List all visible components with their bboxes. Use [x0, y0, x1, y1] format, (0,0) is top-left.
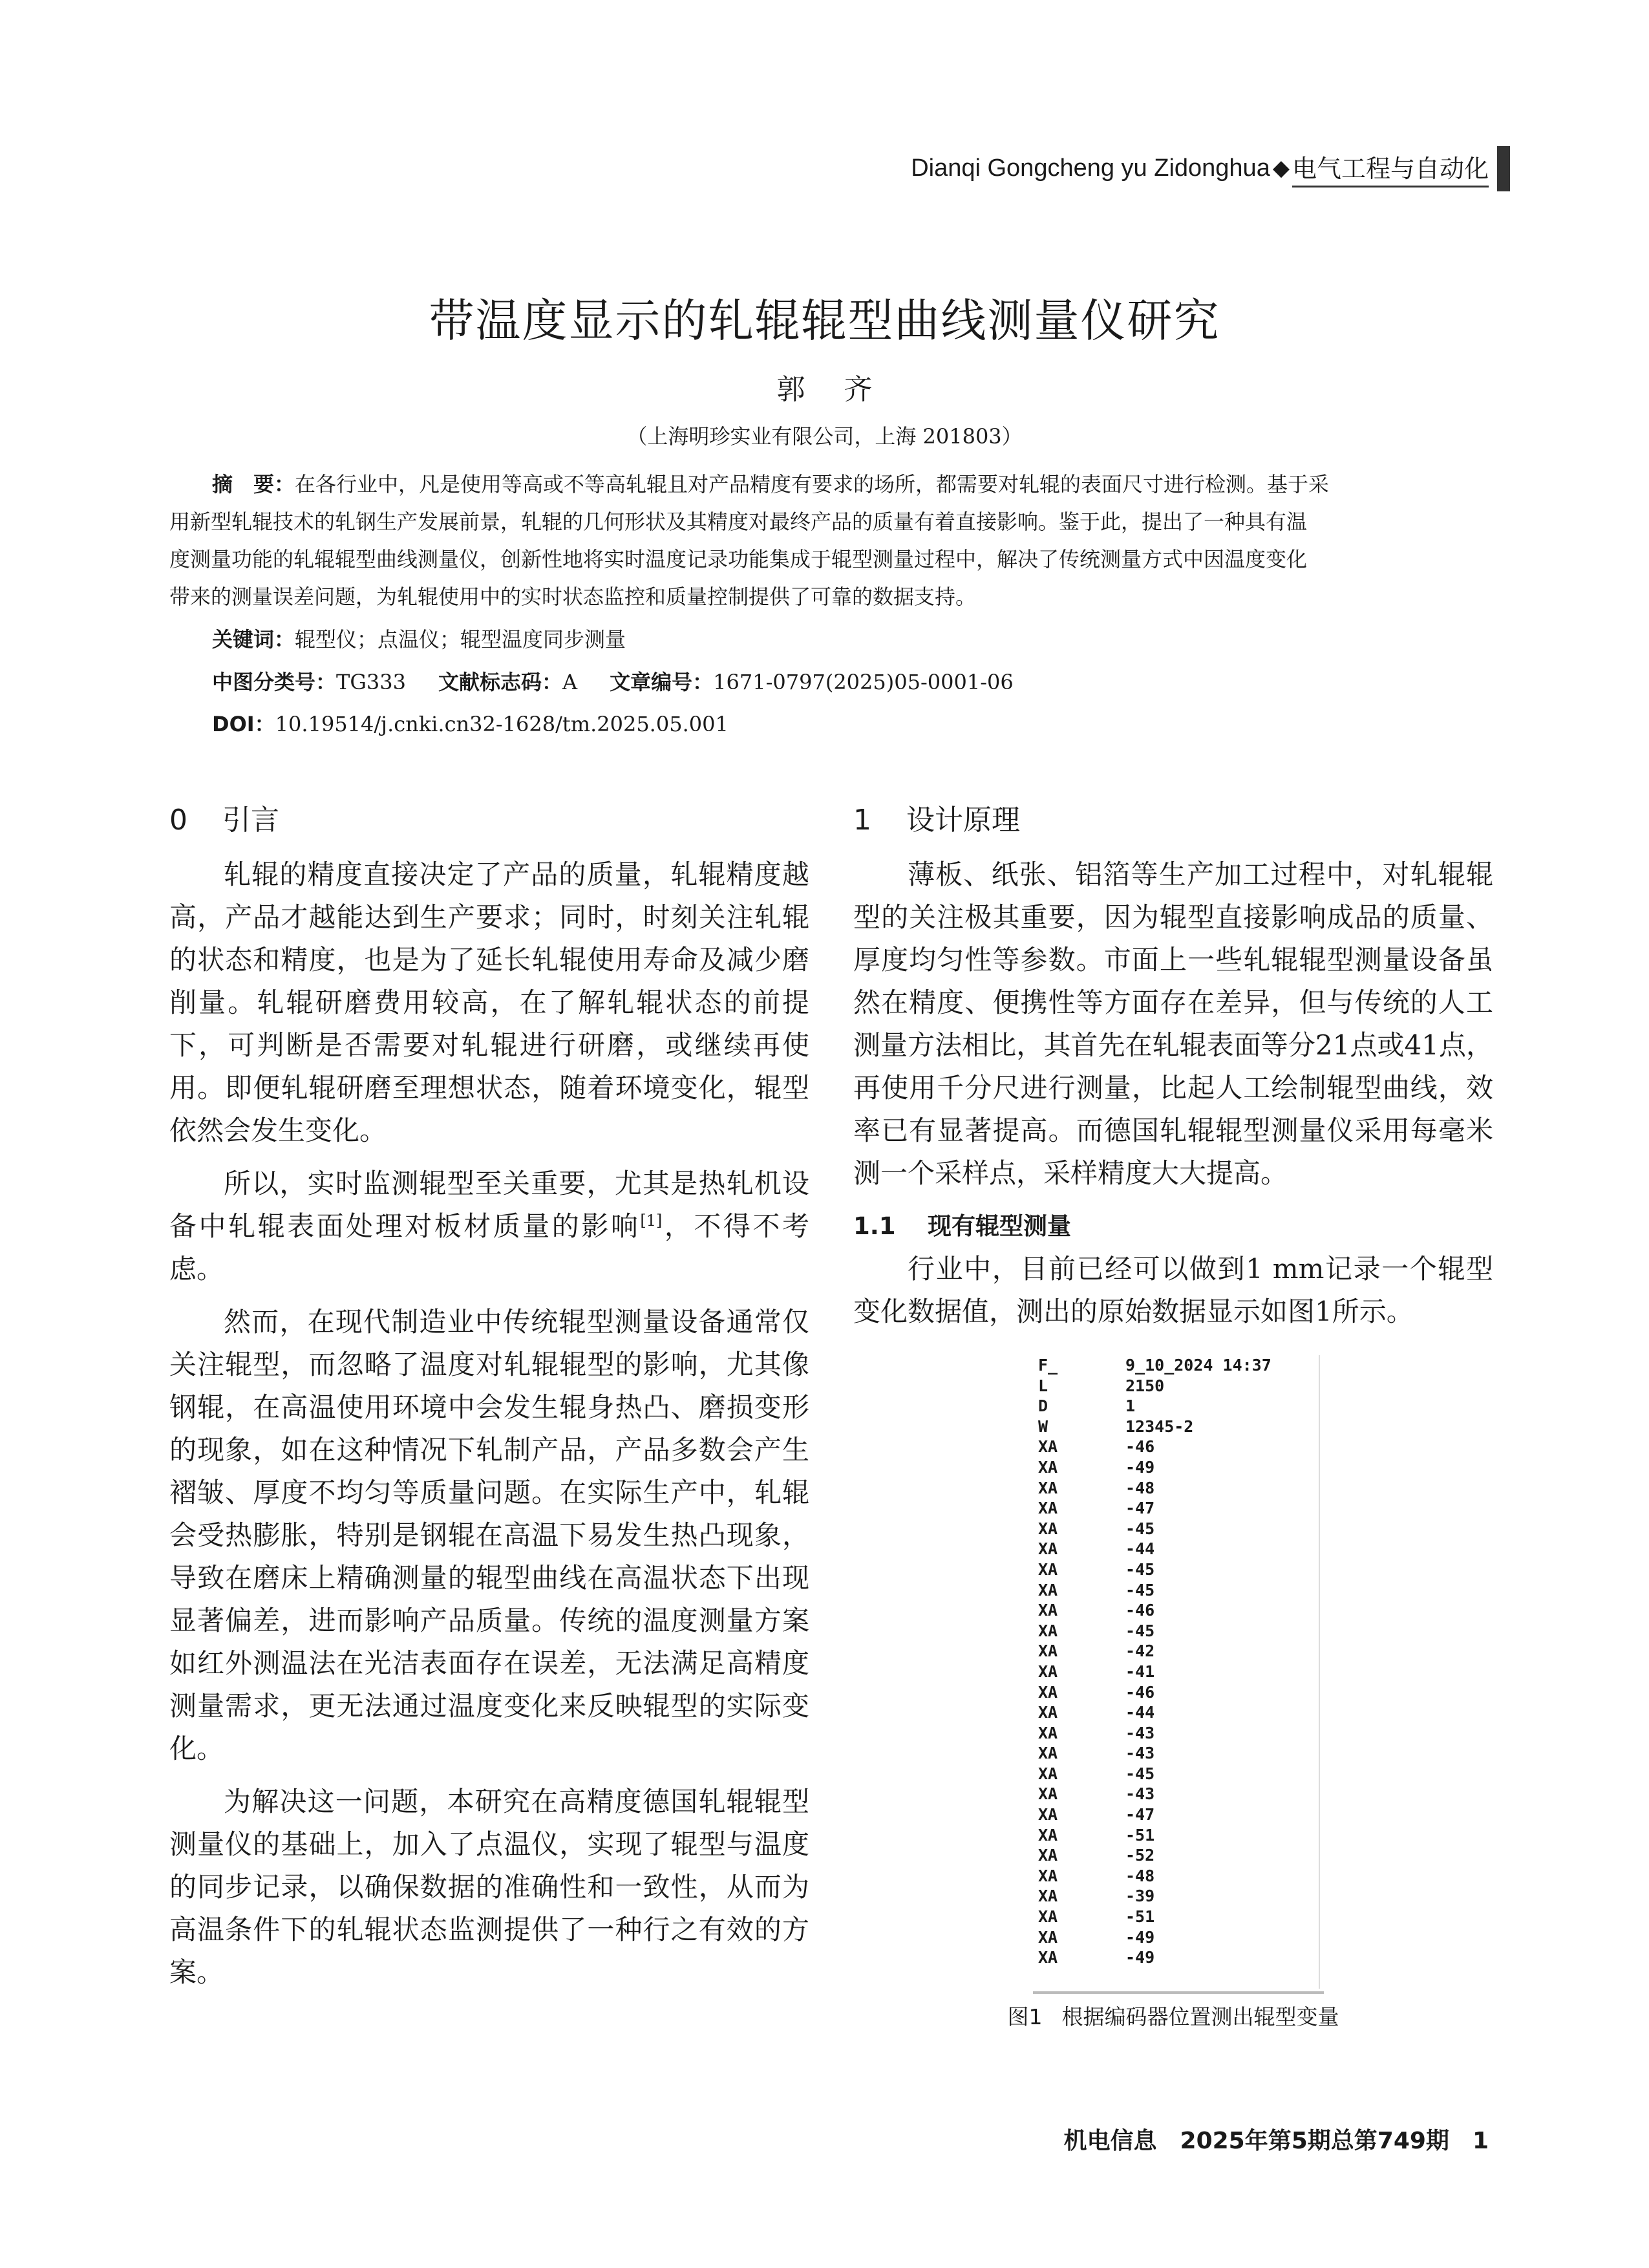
- section-heading-intro: [169, 799, 809, 853]
- raw-data-value: -51: [1125, 1907, 1155, 1927]
- subsection-title: 现有辊型测量: [928, 1212, 1071, 1240]
- raw-data-key: XA: [1038, 1559, 1058, 1579]
- raw-data-table: [1034, 1355, 1271, 1968]
- raw-data-value: -41: [1125, 1662, 1155, 1681]
- figure-raw-data: [1034, 1355, 1320, 1989]
- raw-data-key: W: [1038, 1417, 1048, 1436]
- raw-data-key: F_: [1038, 1356, 1058, 1375]
- raw-data-row: [1034, 1559, 1271, 1580]
- raw-data-row: [1034, 1478, 1271, 1499]
- doi-value: 10.19514/j.cnki.cn32-1628/tm.2025.05.001: [275, 712, 729, 736]
- raw-data-key: XA: [1038, 1519, 1058, 1538]
- raw-data-key: XA: [1038, 1948, 1058, 1967]
- raw-data-value: 1: [1125, 1396, 1136, 1416]
- raw-data-row: [1034, 1907, 1271, 1927]
- section-heading-design: [853, 799, 1493, 853]
- raw-data-key: XA: [1038, 1805, 1058, 1824]
- raw-data-row: [1034, 1702, 1271, 1723]
- raw-data-value: -52: [1125, 1846, 1155, 1865]
- section-number: 1: [853, 804, 871, 837]
- raw-data-value: -46: [1125, 1682, 1155, 1702]
- raw-data-value: -44: [1125, 1703, 1155, 1722]
- footer-journal: 机电信息: [1063, 2128, 1157, 2154]
- raw-data-value: -43: [1125, 1723, 1155, 1742]
- raw-data-row: [1034, 1662, 1271, 1682]
- raw-data-row: [1034, 1947, 1271, 1968]
- raw-data-value: -45: [1125, 1580, 1155, 1599]
- raw-data-key: XA: [1038, 1846, 1058, 1865]
- running-header: [911, 145, 1489, 191]
- raw-data-row: [1034, 1641, 1271, 1662]
- raw-data-value: -47: [1125, 1805, 1155, 1824]
- figure-caption-text: 根据编码器位置测出辊型变量: [1061, 2004, 1339, 2029]
- raw-data-value: -42: [1125, 1642, 1155, 1661]
- paragraph: 轧辊的精度直接决定了产品的质量，轧辊精度越高，产品才越能达到生产要求；同时，时刻关注轧辊的状态和精度，也是为了延长轧辊使用寿命及减少磨削量。轧辊研磨费用较高，在了解轧辊状态的前提下，可判断是否需要对轧辊进行研磨，或继续再使用。即便轧辊研磨至理想状态，随着环境变化，辊型依然会发生变化。: [169, 859, 809, 1146]
- raw-data-value: -46: [1125, 1601, 1155, 1620]
- page-footer: [1041, 2123, 1489, 2156]
- raw-data-key: XA: [1038, 1723, 1058, 1742]
- raw-data-value: 2150: [1125, 1376, 1165, 1395]
- raw-data-key: XA: [1038, 1744, 1058, 1763]
- paragraph-text: 所以，实时监测辊型至关重要，尤其是热轧机设备中轧辊表面处理对板材质量的影响: [169, 1168, 809, 1242]
- abstract-line: [169, 465, 1475, 503]
- raw-data-row: [1034, 1396, 1271, 1417]
- figure-bottom-border: [1033, 1991, 1324, 1994]
- journal-name-english: Dianqi Gongcheng yu Zidonghua: [911, 154, 1270, 182]
- raw-data-value: 12345-2: [1125, 1417, 1194, 1436]
- raw-data-value: -47: [1125, 1499, 1155, 1518]
- raw-data-value: -43: [1125, 1744, 1155, 1763]
- paragraph: 然而，在现代制造业中传统辊型测量设备通常仅关注辊型，而忽略了温度对轧辊辊型的影响，尤其像钢辊，在高温使用环境中会发生辊身热凸、磨损变形的现象，如在这种情况下轧制产品，产品多数会产生褶皱、厚度不均匀等质量问题。在实际生产中，轧辊会受热膨胀，特别是钢辊在高温下易发生热凸现象，导致在磨床上精确测量的辊型曲线在高温状态下出现显著偏差，进而影响产品质量。传统的温度测量方案如红外测温法在光洁表面存在误差，无法满足高精度测量需求，更无法通过温度变化来反映辊型的实际变化。: [169, 1306, 809, 1764]
- raw-data-key: XA: [1038, 1499, 1058, 1518]
- raw-data-key: XA: [1038, 1580, 1058, 1599]
- raw-data-key: XA: [1038, 1682, 1058, 1702]
- raw-data-row: [1034, 1498, 1271, 1519]
- clc-value: TG333: [336, 670, 406, 694]
- paragraph: [169, 1162, 809, 1290]
- raw-data-value: -44: [1125, 1539, 1155, 1559]
- raw-data-row: [1034, 1764, 1271, 1784]
- raw-data-value: -49: [1125, 1927, 1155, 1947]
- raw-data-value: -39: [1125, 1887, 1155, 1906]
- article-no-value: 1671-0797(2025)05-0001-06: [713, 670, 1014, 694]
- abstract-text: 在各行业中，凡是使用等高或不等高轧辊且对产品精度有要求的场所，都需要对轧辊的表面尺寸进行检测。基于采: [295, 472, 1330, 497]
- abstract: [169, 465, 1475, 615]
- raw-data-value: -51: [1125, 1825, 1155, 1845]
- raw-data-value: -45: [1125, 1559, 1155, 1579]
- raw-data-key: XA: [1038, 1927, 1058, 1947]
- journal-name-chinese: 电气工程与自动化: [1292, 149, 1489, 187]
- raw-data-value: -45: [1125, 1621, 1155, 1640]
- raw-data-row: [1034, 1437, 1271, 1457]
- raw-data-row: [1034, 1825, 1271, 1846]
- header-bar-decoration: [1497, 146, 1510, 191]
- raw-data-row: [1034, 1743, 1271, 1764]
- diamond-separator-icon: ◆: [1272, 155, 1290, 181]
- paragraph-text: ，不得不考虑。: [169, 1210, 809, 1285]
- abstract-label: 摘 要：: [212, 472, 295, 497]
- raw-data-row: [1034, 1600, 1271, 1621]
- subsection-number: 1.1: [853, 1212, 896, 1240]
- raw-data-key: XA: [1038, 1457, 1058, 1477]
- raw-data-value: -48: [1125, 1478, 1155, 1497]
- raw-data-key: XA: [1038, 1642, 1058, 1661]
- figure-number: 图1: [1007, 2004, 1043, 2029]
- raw-data-row: [1034, 1927, 1271, 1948]
- raw-data-key: XA: [1038, 1866, 1058, 1885]
- raw-data-key: XA: [1038, 1887, 1058, 1906]
- raw-data-row: [1034, 1886, 1271, 1907]
- section-title: 引言: [222, 804, 279, 837]
- raw-data-row: [1034, 1784, 1271, 1804]
- raw-data-value: -49: [1125, 1948, 1155, 1967]
- paragraph: 行业中，目前已经可以做到1 mm记录一个辊型变化数据值，测出的原始数据显示如图1所示。: [853, 1253, 1493, 1327]
- section-title: 设计原理: [906, 804, 1020, 837]
- abstract-line: 用新型轧辊技术的轧钢生产发展前景，轧辊的几何形状及其精度对最终产品的质量有着直接影响。鉴于此，提出了一种具有温: [169, 509, 1308, 534]
- doc-code-value: A: [562, 670, 578, 694]
- raw-data-row: [1034, 1355, 1271, 1376]
- footer-issue: 2025年第5期总第749期: [1180, 2128, 1449, 2154]
- classification-line: [212, 666, 1014, 696]
- raw-data-key: D: [1038, 1396, 1048, 1416]
- raw-data-key: XA: [1038, 1621, 1058, 1640]
- raw-data-key: XA: [1038, 1784, 1058, 1804]
- article-no-label: 文章编号：: [610, 670, 714, 694]
- paragraph: 薄板、纸张、铝箔等生产加工过程中，对轧辊辊型的关注极其重要，因为辊型直接影响成品的质量、厚度均匀性等参数。市面上一些轧辊辊型测量设备虽然在精度、便携性等方面存在差异，但与传统的人工测量方法相比，其首先在轧辊表面等分21点或41点，再使用千分尺进行测量，比起人工绘制辊型曲线，效率已有显著提高。而德国轧辊辊型测量仪采用每毫米测一个采样点，采样精度大大提高。: [853, 859, 1493, 1189]
- raw-data-key: XA: [1038, 1478, 1058, 1497]
- figure-caption: [853, 2000, 1493, 2031]
- author-affiliation: （上海明珍实业有限公司，上海 201803）: [626, 424, 1023, 449]
- raw-data-row: [1034, 1539, 1271, 1559]
- section-number: 0: [169, 804, 187, 837]
- raw-data-row: [1034, 1804, 1271, 1825]
- raw-data-row: [1034, 1845, 1271, 1866]
- raw-data-key: XA: [1038, 1539, 1058, 1559]
- author-name: 郭齐: [776, 373, 911, 406]
- abstract-line: 度测量功能的轧辊辊型曲线测量仪，创新性地将实时温度记录功能集成于辊型测量过程中，解决了传统测量方式中因温度变化: [169, 547, 1308, 572]
- keywords-label: 关键词：: [212, 627, 295, 652]
- right-column: [853, 799, 1493, 1343]
- raw-data-value: -48: [1125, 1866, 1155, 1885]
- subsection-heading: [853, 1205, 1493, 1248]
- raw-data-row: [1034, 1457, 1271, 1478]
- raw-data-row: [1034, 1519, 1271, 1539]
- citation-ref[interactable]: [1]: [640, 1212, 663, 1230]
- raw-data-key: XA: [1038, 1437, 1058, 1457]
- page-number: 1: [1472, 2128, 1489, 2154]
- raw-data-row: [1034, 1417, 1271, 1437]
- raw-data-value: -45: [1125, 1764, 1155, 1783]
- raw-data-value: -46: [1125, 1437, 1155, 1457]
- raw-data-key: XA: [1038, 1907, 1058, 1927]
- keywords: [212, 623, 626, 653]
- raw-data-value: 9_10_2024 14:37: [1125, 1356, 1271, 1375]
- raw-data-row: [1034, 1682, 1271, 1703]
- raw-data-key: XA: [1038, 1662, 1058, 1681]
- raw-data-value: -49: [1125, 1457, 1155, 1477]
- clc-label: 中图分类号：: [212, 670, 337, 694]
- raw-data-row: [1034, 1866, 1271, 1887]
- doi-label: DOI：: [212, 712, 275, 736]
- raw-data-value: -43: [1125, 1784, 1155, 1804]
- raw-data-row: [1034, 1580, 1271, 1601]
- doi-line: [212, 708, 729, 738]
- raw-data-row: [1034, 1723, 1271, 1744]
- raw-data-value: -45: [1125, 1519, 1155, 1538]
- left-column: [169, 799, 809, 2004]
- raw-data-key: XA: [1038, 1825, 1058, 1845]
- keywords-text: 辊型仪；点温仪；辊型温度同步测量: [295, 627, 626, 652]
- doc-code-label: 文献标志码：: [438, 670, 563, 694]
- article-title: 带温度显示的轧辊辊型曲线测量仪研究: [429, 294, 1220, 347]
- paragraph: 为解决这一问题，本研究在高精度德国轧辊辊型测量仪的基础上，加入了点温仪，实现了辊型与温度的同步记录，以确保数据的准确性和一致性，从而为高温条件下的轧辊状态监测提供了一种行之有效的方案。: [169, 1786, 809, 1988]
- raw-data-row: [1034, 1376, 1271, 1396]
- abstract-line: 带来的测量误差问题，为轧辊使用中的实时状态监控和质量控制提供了可靠的数据支持。: [169, 584, 977, 609]
- raw-data-key: XA: [1038, 1703, 1058, 1722]
- raw-data-key: XA: [1038, 1764, 1058, 1783]
- raw-data-key: XA: [1038, 1601, 1058, 1620]
- raw-data-key: L: [1038, 1376, 1048, 1395]
- raw-data-row: [1034, 1621, 1271, 1642]
